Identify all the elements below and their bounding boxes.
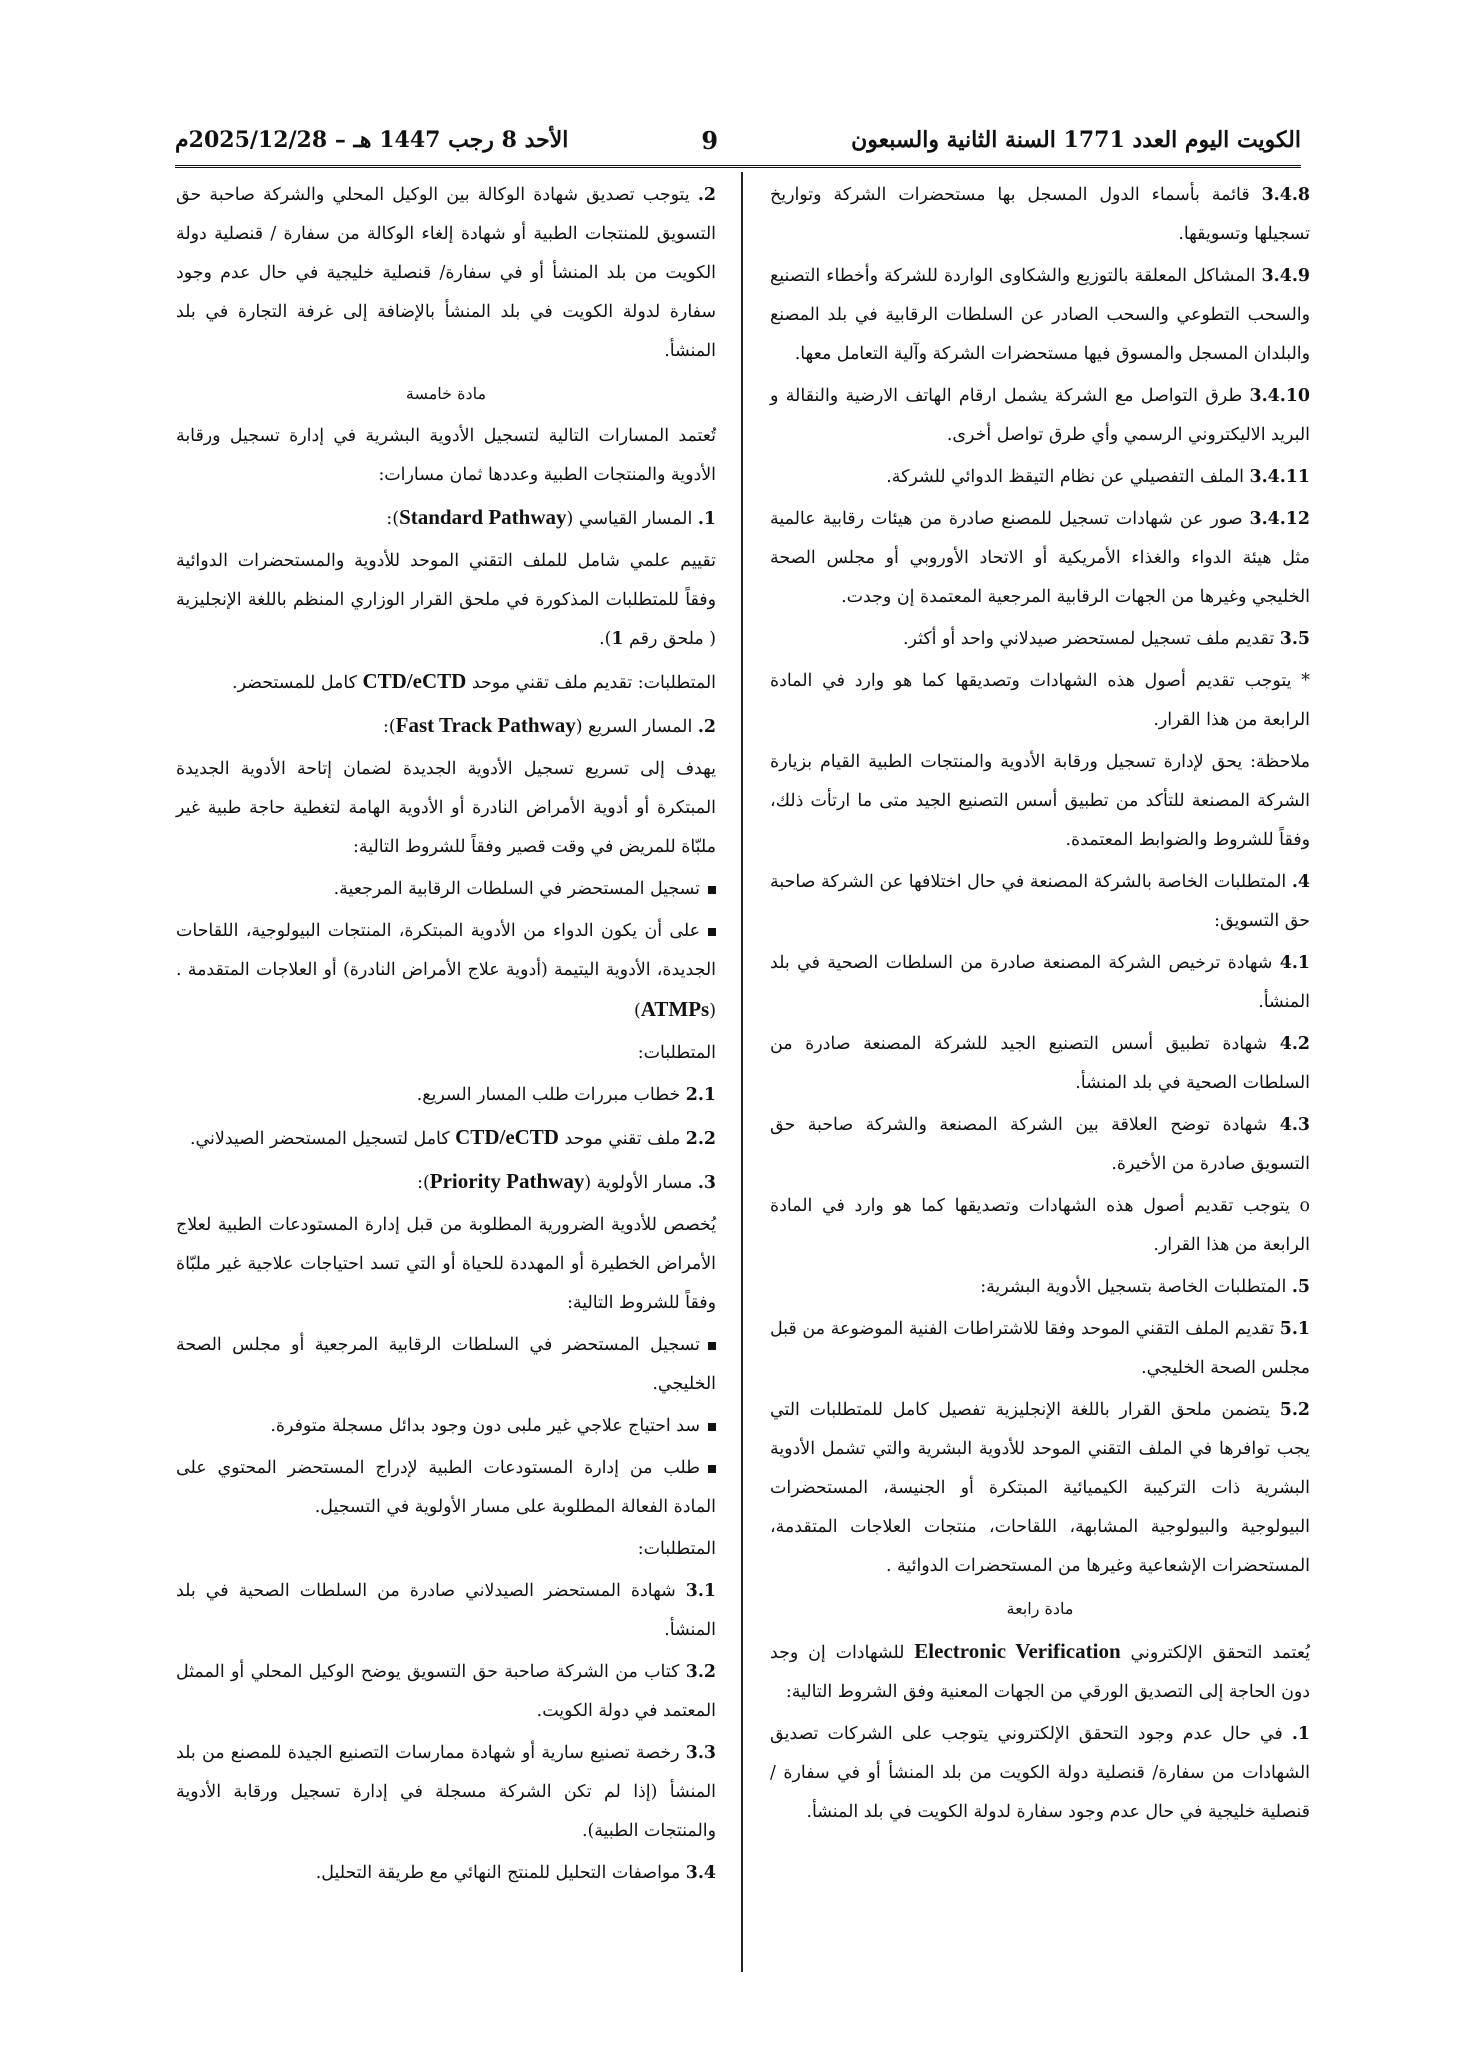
clause-3-5: 3.5 تقديم ملف تسجيل لمستحضر صيدلاني واحد أو أكثر.	[903, 629, 1310, 649]
pathway-3-req-2: 3.2 كتاب من الشركة صاحبة حق التسويق يوضح الوكيل المحلي أو الممثل المعتمد في دولة الكويت.	[176, 1662, 716, 1721]
pathway-3-req-3: 3.3 رخصة تصنيع سارية أو شهادة ممارسات التصنيع الجيدة للمصنع من بلد المنشأ (إذا لم تكن الشركة مسجلة في إدارة تسجيل ورقابة الأدوية والمنتجات الطبية).	[176, 1743, 716, 1841]
pathway-3-bullet-1: تسجيل المستحضر في السلطات الرقابية المرجعية أو مجلس الصحة الخليجي.	[176, 1335, 716, 1394]
clause-4-2: 4.2 شهادة تطبيق أسس التصنيع الجيد للشركة المصنعة صادرة من السلطات الصحية في بلد المنشأ.	[770, 1034, 1310, 1093]
page-header	[175, 118, 1301, 162]
left-column	[176, 176, 716, 1896]
header-issue: الكويت اليوم العدد 1771 السنة الثانية والسبعون	[851, 127, 1301, 153]
pathway-2-req-2: 2.2 ملف تقني موحد CTD/eCTD كامل لتسجيل المستحضر الصيدلاني.	[190, 1125, 716, 1149]
clause-3-4-8: 3.4.8 قائمة بأسماء الدول المسجل بها مستحضرات الشركة وتواريخ تسجيلها وتسويقها.	[770, 185, 1310, 244]
article-heading-4: مادة رابعة	[1006, 1599, 1074, 1618]
square-bullet-icon	[708, 886, 716, 894]
right-column	[770, 176, 1310, 1835]
clause-5-1: 5.1 تقديم الملف التقني الموحد وفقا للاشتراطات الفنية الموضوعة من قبل مجلس الصحة الخليجي.	[770, 1319, 1310, 1378]
article-4-clause-2: 2. يتوجب تصديق شهادة الوكالة بين الوكيل المحلي والشركة صاحبة حق التسويق للمنتجات الطبية أو شهادة إلغاء الوكالة من سفارة / قنصلية دولة الكويت من بلد المنشأ أو في سفارة/ قنصلية خليجية في حال عدم وجود سفارة لدولة الكويت في بلد المنشأ بالإضافة إلى غرفة التجارة في بلد المنشأ.	[176, 185, 716, 361]
note-inspection: ملاحظة: يحق لإدارة تسجيل ورقابة الأدوية والمنتجات الطبية القيام بزيارة الشركة المصنعة للتأكد من تطبيق أسس التصنيع الجيد متى ما ارتأت ذلك، وفقاً للشروط والضوابط المعتمدة.	[770, 752, 1310, 850]
pathway-3-title: 3. مسار الأولوية (Priority Pathway):	[417, 1169, 716, 1193]
pathway-3-req-4: 3.4 مواصفات التحليل للمنتج النهائي مع طريقة التحليل.	[315, 1863, 716, 1883]
note-originals-2: o يتوجب تقديم أصول هذه الشهادات وتصديقها كما هو وارد في المادة الرابعة من هذا القرار.	[770, 1196, 1310, 1255]
clause-3-4-11: 3.4.11 الملف التفصيلي عن نظام التيقظ الدوائي للشركة.	[886, 467, 1310, 487]
article-4-intro: يُعتمد التحقق الإلكتروني Electronic Verification للشهادات إن وجد دون الحاجة إلى التصديق الورقي من الجهات المعنية وفق الشروط التالية:	[770, 1639, 1310, 1702]
clause-5-2: 5.2 يتضمن ملحق القرار باللغة الإنجليزية تفصيل كامل للمتطلبات التي يجب توافرها في الملف التقني الموحد للأدوية البشرية والتي تشمل الأدوية البشرية ذات التركيبة الكيميائية المبتكرة أو الجنيسة، المستحضرات البيولوجية والبيولوجية المشابهة، اللقاحات، منتجات العلاجات المتقدمة، المستحضرات الإشعاعية وغيرها من المستحضرات الدوائية .	[770, 1400, 1310, 1576]
square-bullet-icon	[708, 1465, 716, 1473]
square-bullet-icon	[708, 1342, 716, 1350]
clause-5: 5. المتطلبات الخاصة بتسجيل الأدوية البشرية:	[980, 1277, 1310, 1297]
pathway-3-bullet-3: طلب من إدارة المستودعات الطبية لإدراج المستحضر المحتوي على المادة الفعالة المطلوبة على مسار الأولوية في التسجيل.	[176, 1458, 716, 1517]
article-5-intro: تُعتمد المسارات التالية لتسجيل الأدوية البشرية في إدارة تسجيل ورقابة الأدوية والمنتجات الطبية وعددها ثمان مسارات:	[176, 426, 716, 485]
clause-4-1: 4.1 شهادة ترخيص الشركة المصنعة صادرة من السلطات الصحية في بلد المنشأ.	[770, 953, 1310, 1012]
article-heading-5: مادة خامسة	[405, 384, 487, 403]
clause-3-4-10: 3.4.10 طرق التواصل مع الشركة يشمل ارقام الهاتف الارضية والنقالة و البريد الاليكتروني الرسمي وأي طرق تواصل أخرى.	[770, 386, 1310, 445]
pathway-2-bullet-2: على أن يكون الدواء من الأدوية المبتكرة، المنتجات البيولوجية، اللقاحات الجديدة، الأدوية اليتيمة (أدوية علاج الأمراض النادرة) أو العلاجات المتقدمة .(ATMPs)	[176, 921, 716, 1021]
pathway-2-title: 2. المسار السريع (Fast Track Pathway):	[383, 713, 716, 737]
pathway-1-desc: تقييم علمي شامل للملف التقني الموحد للأدوية والمستحضرات الدوائية وفقاً للمتطلبات المذكورة في ملحق القرار الوزاري المنظم باللغة الإنجليزية ( ملحق رقم 1).	[176, 551, 716, 649]
page-number: 9	[701, 125, 719, 155]
article-4-clause-1: 1. في حال عدم وجود التحقق الإلكتروني يتوجب على الشركات تصديق الشهادات من سفارة/ قنصلية دولة الكويت من بلد المنشأ أو في سفارة / قنصلية خليجية في حال عدم وجود سفارة لدولة الكويت في بلد المنشأ.	[770, 1724, 1310, 1822]
pathway-1-requirements: المتطلبات: تقديم ملف تقني موحد CTD/eCTD كامل للمستحضر.	[232, 669, 716, 693]
pathway-2-req-1: 2.1 خطاب مبررات طلب المسار السريع.	[416, 1085, 716, 1105]
clause-4-3: 4.3 شهادة توضح العلاقة بين الشركة المصنعة والشركة صاحبة حق التسويق صادرة من الأخيرة.	[770, 1115, 1310, 1174]
note-originals: * يتوجب تقديم أصول هذه الشهادات وتصديقها كما هو وارد في المادة الرابعة من هذا القرار.	[770, 671, 1310, 730]
square-bullet-icon	[708, 928, 716, 936]
pathway-3-req-label: المتطلبات:	[637, 1539, 716, 1559]
pathway-3-req-1: 3.1 شهادة المستحضر الصيدلاني صادرة من السلطات الصحية في بلد المنشأ.	[176, 1581, 716, 1640]
clause-4: 4. المتطلبات الخاصة بالشركة المصنعة في حال اختلافها عن الشركة صاحبة حق التسويق:	[770, 872, 1310, 931]
pathway-2-req-label: المتطلبات:	[637, 1043, 716, 1063]
pathway-2-desc: يهدف إلى تسريع تسجيل الأدوية الجديدة لضمان إتاحة الأدوية الجديدة المبتكرة أو أدوية الأمراض النادرة أو الأدوية الهامة لتغطية حاجة طبية غير ملبّاة للمريض في وقت قصير وفقاً للشروط التالية:	[176, 759, 716, 857]
header-rule	[175, 165, 1301, 168]
clause-3-4-9: 3.4.9 المشاكل المعلقة بالتوزيع والشكاوى الواردة للشركة وأخطاء التصنيع والسحب التطوعي والسحب الصادر عن السلطات الرقابية في بلد المصنع والبلدان المسجل والمسوق فيها مستحضرات الشركة وآلية التعامل معها.	[770, 266, 1310, 364]
pathway-1-title: 1. المسار القياسي (Standard Pathway):	[386, 505, 716, 529]
column-divider	[741, 172, 743, 1972]
square-bullet-icon	[708, 1423, 716, 1431]
pathway-2-bullet-1: تسجيل المستحضر في السلطات الرقابية المرجعية.	[176, 870, 716, 909]
clause-3-4-12: 3.4.12 صور عن شهادات تسجيل للمصنع صادرة من هيئات رقابية عالمية مثل هيئة الدواء والغذاء الأمريكية أو الاتحاد الأوروبي أو مجلس الصحة الخليجي وغيرها من الجهات الرقابية المرجعية المعتمدة إن وجدت.	[770, 509, 1310, 607]
pathway-3-bullet-2: سد احتياج علاجي غير ملبى دون وجود بدائل مسجلة متوفرة.	[176, 1407, 716, 1446]
header-date: الأحد 8 رجب 1447 هـ – 2025/12/28م	[175, 127, 569, 153]
pathway-3-desc: يُخصص للأدوية الضرورية المطلوبة من قبل إدارة المستودعات الطبية لعلاج الأمراض الخطيرة أو المهددة للحياة أو التي تسد احتياجات علاجية غير ملبّاة وفقاً للشروط التالية:	[176, 1215, 716, 1313]
